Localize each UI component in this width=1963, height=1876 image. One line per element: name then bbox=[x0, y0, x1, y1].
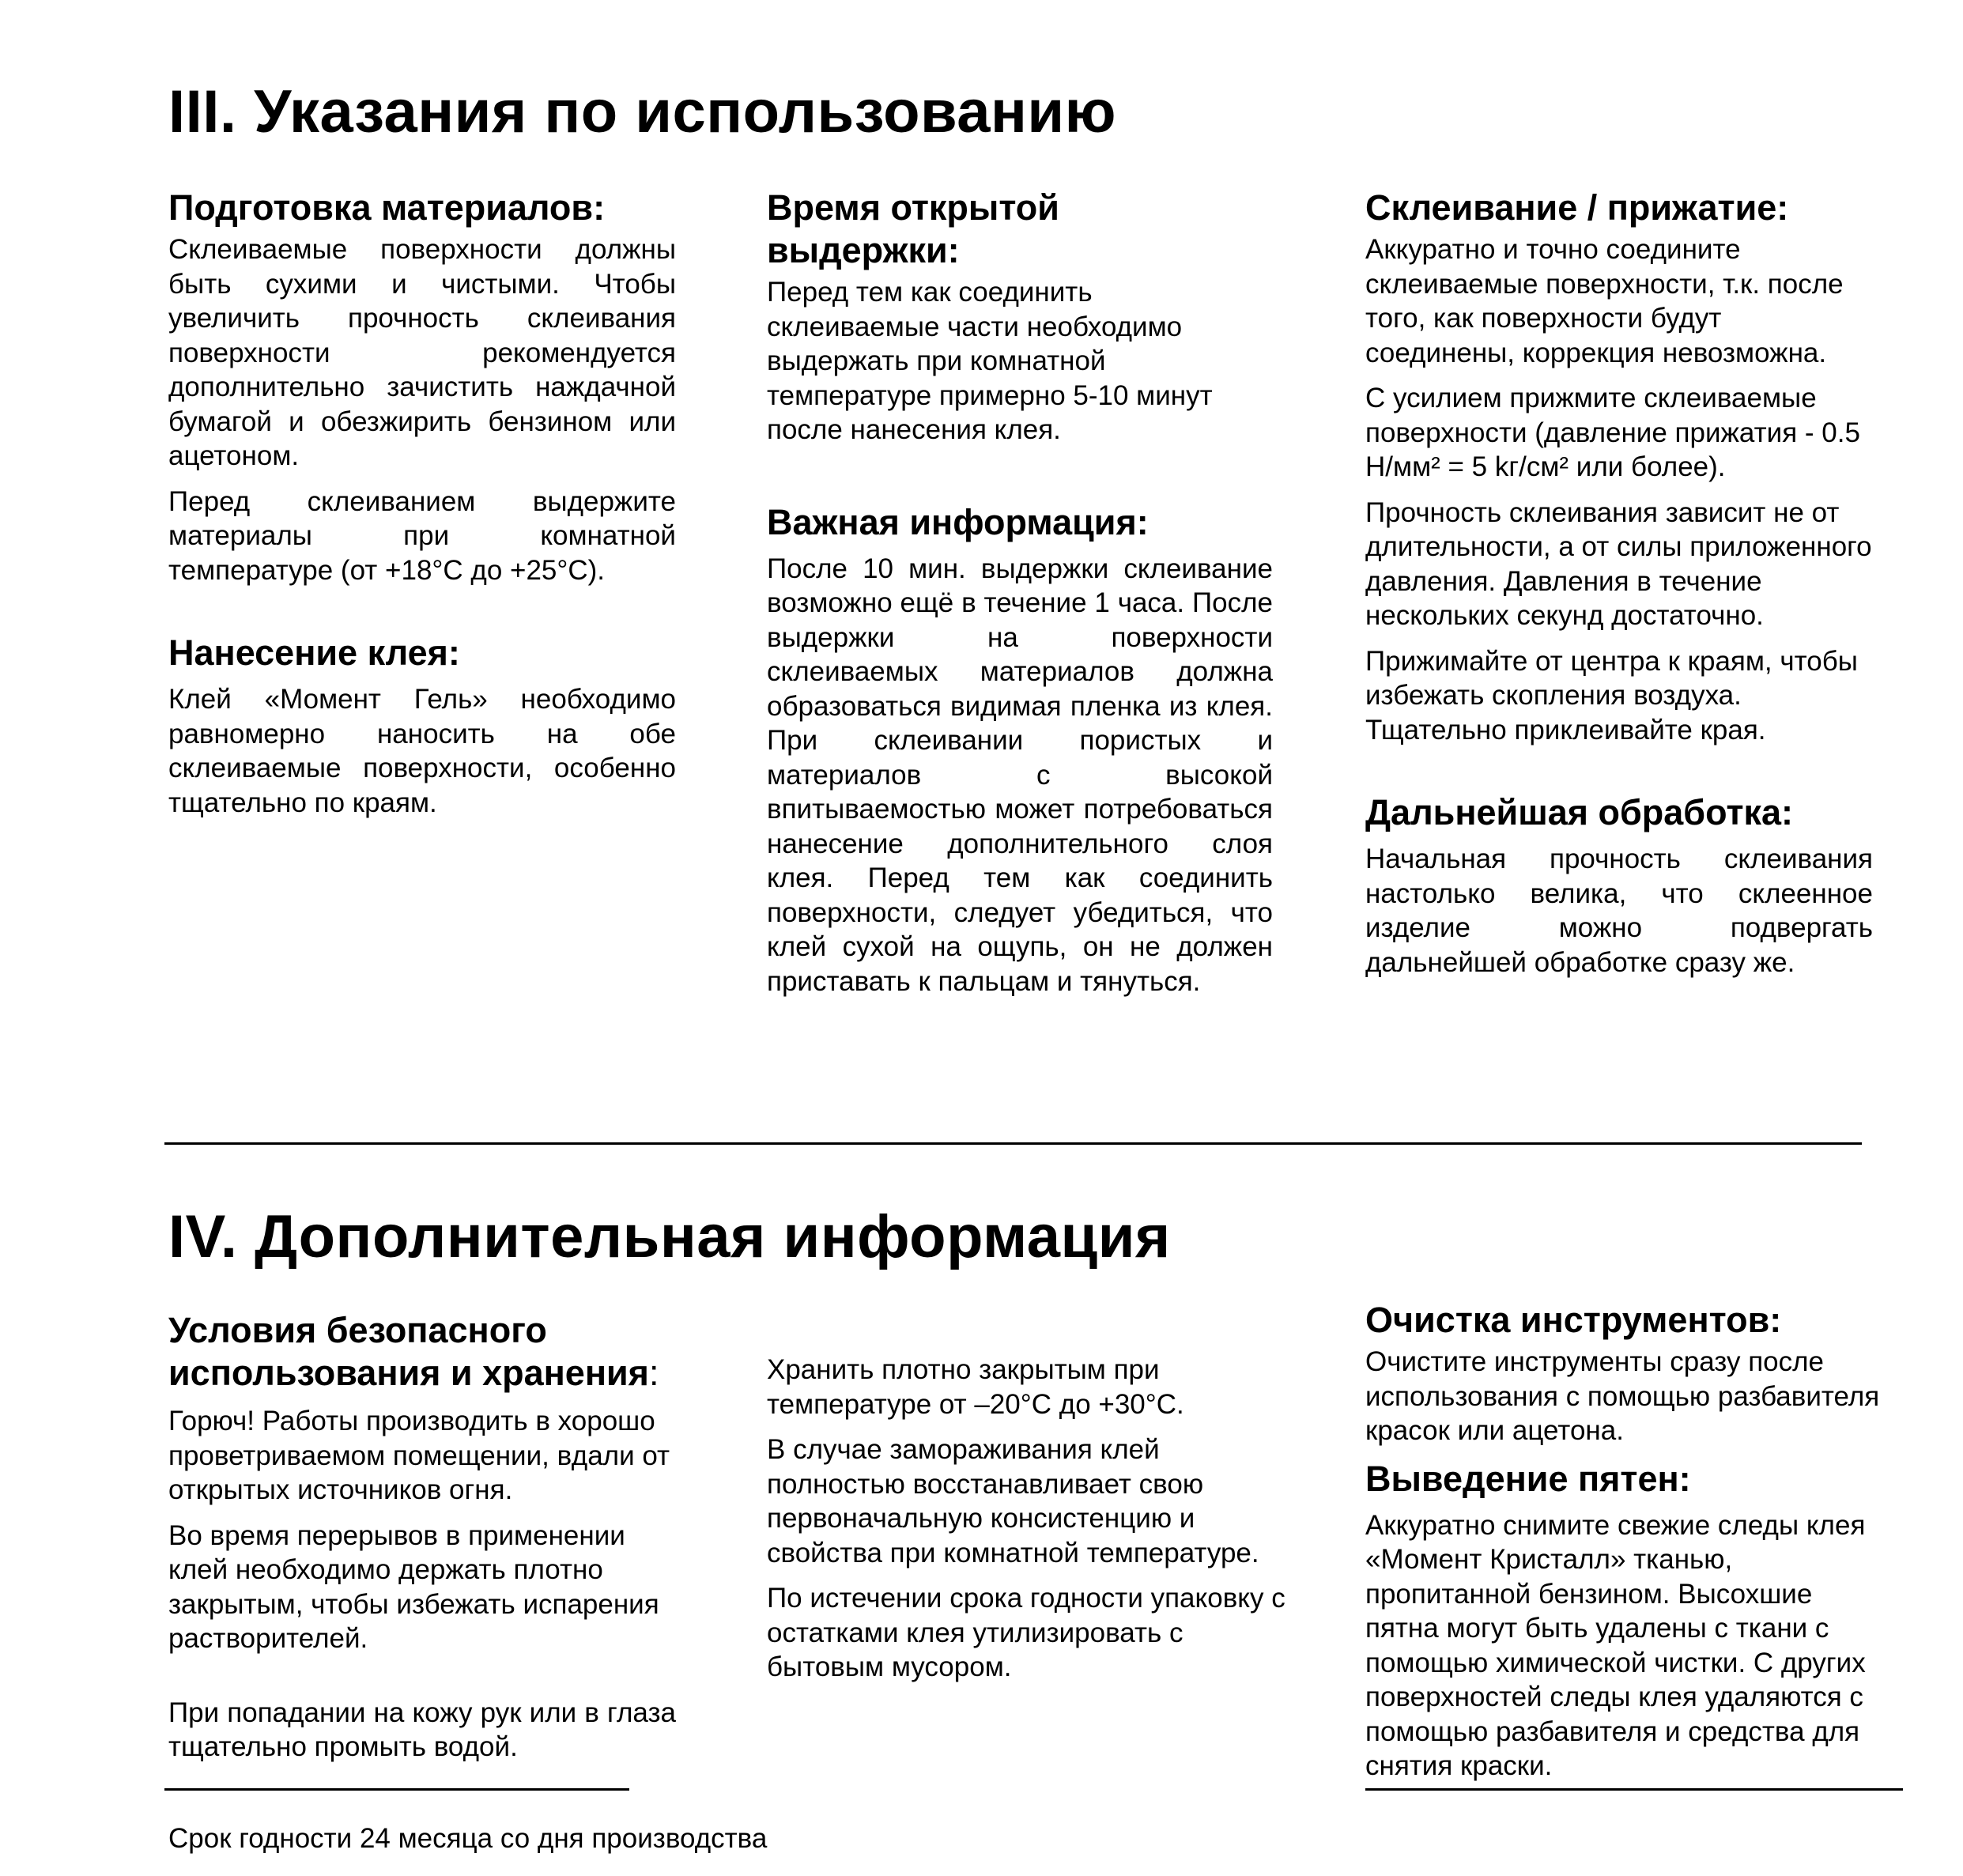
safety-paragraph-2: Во время перерывов в применении клей необходимо держать плотно закрытым, чтобы избежать испарения растворителей. bbox=[168, 1519, 659, 1654]
stains-heading: Выведение пятен: bbox=[1365, 1458, 1691, 1499]
processing-heading: Дальнейшая обработка: bbox=[1365, 792, 1794, 832]
bonding-heading: Склеивание / прижатие: bbox=[1365, 187, 1789, 228]
bonding-paragraph-4: Прижимайте от центра к краям, чтобы избежать скопления воздуха. Тщательно приклеивайте края. bbox=[1365, 645, 1858, 745]
bottom-rule-left bbox=[164, 1788, 629, 1791]
section-4-title: IV. Дополнительная информация bbox=[168, 1203, 1171, 1270]
cleaning-heading: Очистка инструментов: bbox=[1365, 1300, 1782, 1340]
apply-paragraph: Клей «Момент Гель» необходимо равномерно наносить на обе склеиваемые поверхности, особенно тщательно по краям. bbox=[168, 684, 676, 818]
safety-paragraph-3: При попадании на кожу рук или в глаза тщательно промыть водой. bbox=[168, 1697, 676, 1762]
stains-paragraph: Аккуратно снимите свежие следы клея «Момент Кристалл» тканью, пропитанной бензином. Высохшие пятна могут быть удалены с ткани с помощью химической чистки. С других поверхностей следы клея удаляются с помощью разбавителя и средства для снятия краски. bbox=[1365, 1509, 1866, 1781]
open-time-column bbox=[767, 187, 1273, 998]
prep-heading: Подготовка материалов: bbox=[168, 187, 606, 228]
section-divider bbox=[164, 1142, 1862, 1145]
prep-column bbox=[168, 187, 676, 820]
storage-paragraph-2: В случае замораживания клей полностью восстанавливает свою первоначальную консистенцию и свойства при комнатной температуре. bbox=[767, 1434, 1259, 1568]
open-time-paragraph: Перед тем как соединить склеиваемые части необходимо выдержать при комнатной температуре примерно 5-10 минут после нанесения клея. bbox=[767, 277, 1213, 445]
shelf-life-note: Срок годности 24 месяца со дня производства bbox=[168, 1823, 768, 1854]
processing-paragraph: Начальная прочность склеивания настолько велика, что склеенное изделие можно подвергать дальнейшей обработке сразу же. bbox=[1365, 844, 1873, 978]
bonding-paragraph-3: Прочность склеивания зависит не от длительности, а от силы приложенного давления. Давления в течение нескольких секунд достаточно. bbox=[1365, 496, 1872, 631]
bottom-rule-right bbox=[1365, 1788, 1903, 1791]
safety-heading-text: Условия безопасного использования и хранения bbox=[168, 1310, 649, 1393]
section-3-title: III. Указания по использованию bbox=[168, 78, 1117, 145]
bonding-paragraph-2: С усилием прижмите склеиваемые поверхности (давление прижатия - 0.5 Н/мм² = 5 kг/см² или более). bbox=[1365, 383, 1860, 482]
open-time-heading: Время открытой выдержки: bbox=[767, 187, 1059, 270]
safety-heading bbox=[168, 1309, 674, 1395]
important-heading: Важная информация: bbox=[767, 501, 1149, 542]
prep-paragraph-2: Перед склеиванием выдержите материалы при комнатной температуре (от +18°C до +25°C). bbox=[168, 485, 676, 586]
cleaning-column bbox=[1365, 1299, 1887, 1784]
storage-paragraph-1: Хранить плотно закрытым при температуре от –20°C до +30°C. bbox=[767, 1354, 1184, 1420]
cleaning-paragraph: Очистите инструменты сразу после использования с помощью разбавителя красок или ацетона. bbox=[1365, 1346, 1880, 1446]
apply-heading: Нанесение клея: bbox=[168, 632, 460, 673]
bonding-paragraph-1: Аккуратно и точно соедините склеиваемые поверхности, т.к. после того, как поверхности будут соединены, коррекция невозможна. bbox=[1365, 234, 1844, 368]
safety-column bbox=[168, 1309, 676, 1765]
prep-paragraph-1: Склеиваемые поверхности должны быть сухими и чистыми. Чтобы увеличить прочность склеивания поверхности рекомендуется дополнительно зачистить наждачной бумагой и обезжирить бензином или ацетоном. bbox=[168, 234, 676, 471]
safety-heading-colon: : bbox=[648, 1353, 659, 1393]
important-paragraph: После 10 мин. выдержки склеивание возможно ещё в течение 1 часа. После выдержки на поверхности склеиваемых материалов должна образоваться видимая пленка из клея. При склеивании пористых и материалов с высокой впитываемостью может потребоваться нанесение дополнительного слоя клея. Перед тем как соединить поверхности, следует убедиться, что клей сухой на ощупь, он не должен приставать к пальцам и тянуться. bbox=[767, 553, 1273, 997]
safety-paragraph-1: Горюч! Работы производить в хорошо проветриваемом помещении, вдали от открытых источников огня. bbox=[168, 1406, 670, 1505]
storage-column bbox=[767, 1353, 1289, 1685]
storage-paragraph-3: По истечении срока годности упаковку с остатками клея утилизировать с бытовым мусором. bbox=[767, 1583, 1285, 1682]
bonding-column bbox=[1365, 187, 1873, 980]
